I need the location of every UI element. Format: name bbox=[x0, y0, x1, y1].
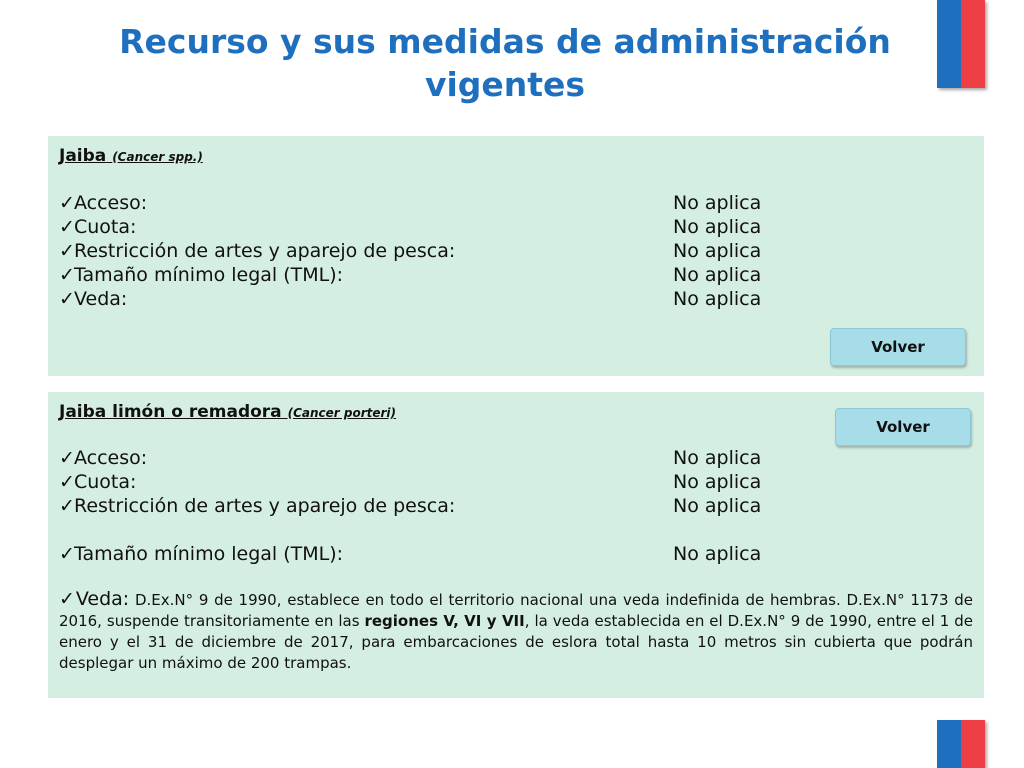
measure-label: Restricción de artes y aparejo de pesca: bbox=[74, 240, 456, 262]
measure-value: No aplica bbox=[673, 495, 762, 517]
measure-label: Restricción de artes y aparejo de pesca: bbox=[74, 495, 456, 517]
check-icon: ✓ bbox=[59, 216, 75, 238]
measure-value: No aplica bbox=[673, 216, 762, 238]
veda-text-before: D.Ex.N° 9 de 1990, establece en todo el territorio nacional una veda indefinida de hembras. D.Ex.N° 1173 de 2016, suspende transitoriamente en las bbox=[59, 591, 973, 630]
measure-row-veda bbox=[59, 287, 959, 311]
measure-row-tml bbox=[59, 542, 959, 566]
flag-red-stripe bbox=[961, 0, 985, 88]
volver-button[interactable]: Volver bbox=[835, 408, 971, 446]
measure-value: No aplica bbox=[673, 471, 762, 493]
measure-label: Cuota: bbox=[74, 216, 137, 238]
measure-row-restriccion bbox=[59, 494, 959, 518]
veda-description bbox=[59, 589, 973, 674]
measure-label: Cuota: bbox=[74, 471, 137, 493]
measure-row-acceso bbox=[59, 191, 959, 215]
check-icon: ✓ bbox=[59, 240, 75, 262]
check-icon: ✓ bbox=[59, 192, 75, 214]
measure-row-acceso bbox=[59, 446, 959, 470]
flag-red-stripe bbox=[961, 720, 985, 768]
measure-label: Tamaño mínimo legal (TML): bbox=[74, 543, 344, 565]
resource-panel-jaiba bbox=[48, 136, 984, 376]
measure-value: No aplica bbox=[673, 447, 762, 469]
check-icon: ✓ bbox=[59, 288, 75, 310]
check-icon: ✓ bbox=[59, 588, 76, 610]
chile-flag-decoration-top bbox=[937, 0, 985, 88]
measure-label: Acceso: bbox=[74, 192, 148, 214]
veda-text-after: , la veda establecida en el D.Ex.N° 9 de 1990, entre el 1 de enero y el 31 de diciembre de 2017, para embarcaciones de eslora total hasta 10 metros sin cubierta que podrán desplegar un máximo de 200 trampas. bbox=[59, 612, 973, 672]
check-icon: ✓ bbox=[59, 471, 75, 493]
check-icon: ✓ bbox=[59, 264, 75, 286]
measure-value: No aplica bbox=[673, 192, 762, 214]
scientific-name: (Cancer spp.) bbox=[112, 150, 203, 164]
measure-row-cuota bbox=[59, 215, 959, 239]
measure-label: Tamaño mínimo legal (TML): bbox=[74, 264, 344, 286]
measure-value: No aplica bbox=[673, 288, 762, 310]
flag-blue-stripe bbox=[937, 720, 961, 768]
measure-label: Acceso: bbox=[74, 447, 148, 469]
veda-label: Veda: bbox=[75, 588, 130, 610]
measure-row-cuota bbox=[59, 470, 959, 494]
check-icon: ✓ bbox=[59, 543, 75, 565]
species-name: Jaiba bbox=[59, 146, 107, 166]
volver-button[interactable]: Volver bbox=[830, 328, 966, 366]
measure-value: No aplica bbox=[673, 240, 762, 262]
check-icon: ✓ bbox=[59, 495, 75, 517]
measure-value: No aplica bbox=[673, 543, 762, 565]
panel-title bbox=[59, 402, 396, 422]
slide-title: Recurso y sus medidas de administración vigentes bbox=[119, 22, 891, 104]
measure-row-tml bbox=[59, 263, 959, 287]
resource-panel-jaiba-limon bbox=[48, 392, 984, 698]
scientific-name: (Cancer porteri) bbox=[287, 406, 396, 420]
species-name: Jaiba limón o remadora bbox=[59, 402, 282, 422]
panel-title bbox=[59, 146, 203, 166]
measure-value: No aplica bbox=[673, 264, 762, 286]
veda-regions: regiones V, VI y VII bbox=[364, 612, 525, 630]
measure-label: Veda: bbox=[74, 288, 128, 310]
flag-blue-stripe bbox=[937, 0, 961, 88]
chile-flag-decoration-bottom bbox=[937, 720, 985, 768]
check-icon: ✓ bbox=[59, 447, 75, 469]
measure-row-restriccion bbox=[59, 239, 959, 263]
